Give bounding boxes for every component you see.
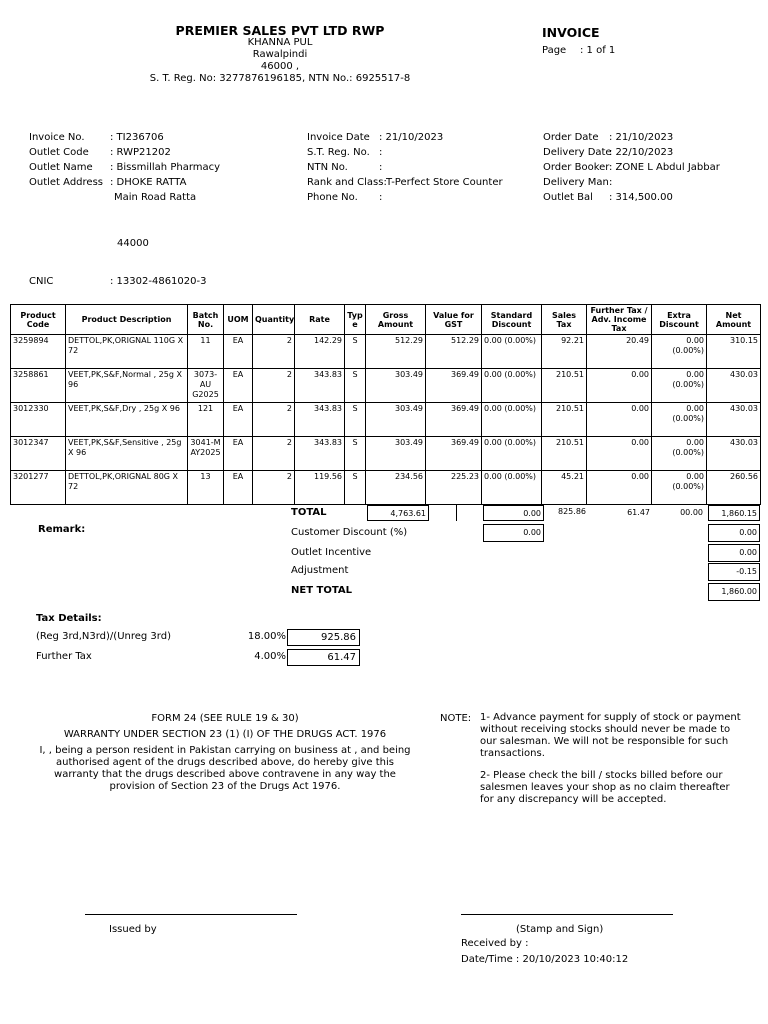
header-quantity: Quantity <box>253 305 295 335</box>
info-label: Delivery Man <box>543 177 609 188</box>
mid-info <box>307 130 503 205</box>
total-std-disc: 0.00 <box>483 505 544 521</box>
info-value: : 22/10/2023 <box>609 147 674 158</box>
cell-gross: 303.49 <box>366 369 426 403</box>
info-delivery-date <box>543 145 720 160</box>
issued-by-label: Issued by <box>109 924 157 935</box>
cell-gst-value: 369.49 <box>426 403 482 437</box>
form-line2: WARRANTY UNDER SECTION 23 (1) (I) OF THE DRUGS ACT. 1976 <box>63 729 387 740</box>
cell-type: S <box>345 437 366 471</box>
cell-extra-disc: 0.00 (0.00%) <box>652 471 707 505</box>
info-label: Outlet Name <box>29 162 93 173</box>
cell-std-disc: 0.00 (0.00%) <box>482 471 542 505</box>
cell-code: 3258861 <box>11 369 66 403</box>
customer-discount-label: Customer Discount (%) <box>291 527 408 538</box>
customer-discount-value: 0.00 <box>483 524 544 542</box>
total-label: TOTAL <box>291 507 327 518</box>
cell-sales-tax: 45.21 <box>542 471 587 505</box>
table-header-row <box>11 305 761 335</box>
cell-rate: 343.83 <box>295 369 345 403</box>
customer-discount-net: 0.00 <box>708 524 760 542</box>
issued-by-line <box>85 914 297 915</box>
total-sales-tax: 825.86 <box>558 507 586 516</box>
table-row <box>11 403 761 437</box>
info-value: : 21/10/2023 <box>609 132 674 143</box>
cell-further-tax: 0.00 <box>587 471 652 505</box>
cell-uom: EA <box>224 437 253 471</box>
info-value: : DHOKE RATTA <box>110 177 187 188</box>
cell-net: 310.15 <box>707 335 761 369</box>
form-line1: FORM 24 (SEE RULE 19 & 30) <box>151 713 299 724</box>
adjustment-value: -0.15 <box>708 563 760 581</box>
cell-gross: 234.56 <box>366 471 426 505</box>
cell-code: 3259894 <box>11 335 66 369</box>
cell-gst-value: 369.49 <box>426 437 482 471</box>
cell-further-tax: 0.00 <box>587 437 652 471</box>
header-rate: Rate <box>295 305 345 335</box>
header-net-amount: Net Amount <box>707 305 761 335</box>
net-total-value: 1,860.00 <box>708 583 760 601</box>
cell-net: 430.03 <box>707 403 761 437</box>
datetime-label: Date/Time : 20/10/2023 10:40:12 <box>461 954 629 965</box>
page-indicator <box>542 43 615 58</box>
cell-extra-disc: 0.00 (0.00%) <box>652 437 707 471</box>
cell-code: 3012330 <box>11 403 66 437</box>
cell-type: S <box>345 403 366 437</box>
cell-net: 430.03 <box>707 437 761 471</box>
header-type: Typ e <box>345 305 366 335</box>
cell-uom: EA <box>224 471 253 505</box>
table-row <box>11 335 761 369</box>
header-product-description: Product Description <box>66 305 188 335</box>
company-line2: Rawalpindi <box>252 49 308 60</box>
cell-qty: 2 <box>253 403 295 437</box>
cell-desc: VEET,PK,S&F,Sensitive , 25g X 96 <box>66 437 188 471</box>
info-label: Order Booker <box>543 162 610 173</box>
note-item-1: 1- Advance payment for supply of stock or payment without receiving stocks should never be made to our salesman. We will not be responsible for such transactions. <box>480 712 741 759</box>
cell-code: 3201277 <box>11 471 66 505</box>
received-by-line <box>461 914 673 915</box>
info-outlet-name <box>29 160 220 175</box>
note-item-2: 2- Please check the bill / stocks billed before our salesmen leaves your shop as no claim thereafter for any discrepancy will be accepted. <box>480 770 730 805</box>
info-value: : <box>379 162 383 173</box>
left-info <box>29 130 220 205</box>
adjustment-label: Adjustment <box>291 565 349 576</box>
info-value: : TI236706 <box>110 132 164 143</box>
cell-batch: 11 <box>188 335 224 369</box>
form-para: I, , being a person resident in Pakistan carrying on business at , and being authorised agent of the drugs described above, do hereby give this warranty that the drugs described above contravene in any way the provision of Section 23 of the Drugs Act 1976. <box>39 745 411 792</box>
info-label: Rank and Class: <box>307 177 387 188</box>
info-st-reg <box>307 145 503 160</box>
info-label: S.T. Reg. No. <box>307 147 370 158</box>
header-extra-discount: Extra Discount <box>652 305 707 335</box>
total-net: 1,860.15 <box>708 505 760 521</box>
cell-type: S <box>345 471 366 505</box>
right-info <box>543 130 720 205</box>
company-line3: 46000 , <box>260 61 300 72</box>
info-ntn <box>307 160 503 175</box>
info-value: : Bissmillah Pharmacy <box>110 162 221 173</box>
header-sales-tax: Sales Tax <box>542 305 587 335</box>
info-label: Invoice No. <box>29 132 85 143</box>
cell-desc: VEET,PK,S&F,Dry , 25g X 96 <box>66 403 188 437</box>
info-value: : <box>379 192 383 203</box>
header-value-for-gst: Value for GST <box>426 305 482 335</box>
cell-qty: 2 <box>253 335 295 369</box>
info-delivery-man <box>543 175 720 190</box>
cell-desc: VEET,PK,S&F,Normal , 25g X 96 <box>66 369 188 403</box>
cell-further-tax: 0.00 <box>587 403 652 437</box>
header-product-code: Product Code <box>11 305 66 335</box>
info-value: : 314,500.00 <box>609 192 673 203</box>
tax-row-amount: 61.47 <box>287 649 360 666</box>
total-gross: 4,763.61 <box>367 505 429 521</box>
cell-rate: 119.56 <box>295 471 345 505</box>
invoice-title: INVOICE <box>542 25 600 40</box>
cnic-label: CNIC <box>29 276 54 287</box>
company-header <box>130 25 430 85</box>
header-standard-discount: Standard Discount <box>482 305 542 335</box>
tax-details-title: Tax Details: <box>36 613 102 624</box>
cell-batch: 3041-M AY2025 <box>188 437 224 471</box>
cell-rate: 142.29 <box>295 335 345 369</box>
cell-batch: 13 <box>188 471 224 505</box>
company-line1: KHANNA PUL <box>247 37 313 48</box>
cell-qty: 2 <box>253 369 295 403</box>
cell-code: 3012347 <box>11 437 66 471</box>
cnic-value: : 13302-4861020-3 <box>110 276 207 287</box>
cell-qty: 2 <box>253 471 295 505</box>
cell-extra-disc: 0.00 (0.00%) <box>652 335 707 369</box>
header-uom: UOM <box>224 305 253 335</box>
cell-rate: 343.83 <box>295 403 345 437</box>
cell-gross: 303.49 <box>366 403 426 437</box>
tax-row-rate: 4.00% <box>254 651 286 662</box>
total-extra-disc: 00.00 <box>680 508 703 517</box>
cell-desc: DETTOL,PK,ORIGNAL 110G X 72 <box>66 335 188 369</box>
tax-row-label: (Reg 3rd,N3rd)/(Unreg 3rd) <box>36 631 171 642</box>
cell-sales-tax: 210.51 <box>542 369 587 403</box>
info-value: : <box>379 147 383 158</box>
cell-net: 260.56 <box>707 471 761 505</box>
items-table <box>10 304 761 505</box>
tax-row-rate: 18.00% <box>247 631 286 642</box>
note-label: NOTE: <box>440 713 472 724</box>
total-divider <box>456 505 457 521</box>
table-row <box>11 471 761 505</box>
net-total-label: NET TOTAL <box>291 585 352 596</box>
cell-uom: EA <box>224 403 253 437</box>
info-invoice-no <box>29 130 220 145</box>
cell-desc: DETTOL,PK,ORIGNAL 80G X 72 <box>66 471 188 505</box>
info-outlet-bal <box>543 190 720 205</box>
cell-batch: 3073-AU G2025 <box>188 369 224 403</box>
address-line2-text: Main Road Ratta <box>114 192 197 203</box>
cell-further-tax: 20.49 <box>587 335 652 369</box>
info-value: : <box>609 177 613 188</box>
info-label: Phone No. <box>307 192 358 203</box>
info-label: Delivery Date <box>543 147 612 158</box>
cell-gst-value: 369.49 <box>426 369 482 403</box>
cell-uom: EA <box>224 369 253 403</box>
info-label: Outlet Bal <box>543 192 593 203</box>
postal-code: 44000 <box>117 238 149 249</box>
cell-gst-value: 512.29 <box>426 335 482 369</box>
info-outlet-address <box>29 175 220 190</box>
total-further-tax: 61.47 <box>627 508 650 517</box>
table-row <box>11 437 761 471</box>
info-outlet-code <box>29 145 220 160</box>
stamp-sign-label: (Stamp and Sign) <box>516 924 604 935</box>
header-batch-no: Batch No. <box>188 305 224 335</box>
cell-net: 430.03 <box>707 369 761 403</box>
cell-sales-tax: 92.21 <box>542 335 587 369</box>
cell-uom: EA <box>224 335 253 369</box>
cell-gross: 512.29 <box>366 335 426 369</box>
page-value: : 1 of 1 <box>580 45 616 56</box>
info-value: T-Perfect Store Counter <box>386 177 503 188</box>
cell-qty: 2 <box>253 437 295 471</box>
cnic-row <box>29 274 206 289</box>
info-label: Outlet Address <box>29 177 103 188</box>
cell-sales-tax: 210.51 <box>542 437 587 471</box>
tax-row-label: Further Tax <box>36 651 92 662</box>
info-label: Order Date <box>543 132 599 143</box>
cell-std-disc: 0.00 (0.00%) <box>482 437 542 471</box>
tax-row-amount: 925.86 <box>287 629 360 646</box>
remark-label: Remark: <box>38 524 86 535</box>
page-label: Page <box>542 45 567 56</box>
info-value: : 21/10/2023 <box>379 132 444 143</box>
cell-std-disc: 0.00 (0.00%) <box>482 335 542 369</box>
info-label: Invoice Date <box>307 132 370 143</box>
info-value: : RWP21202 <box>110 147 171 158</box>
cell-extra-disc: 0.00 (0.00%) <box>652 369 707 403</box>
cell-batch: 121 <box>188 403 224 437</box>
warranty-block <box>30 713 420 793</box>
cell-sales-tax: 210.51 <box>542 403 587 437</box>
cell-gross: 303.49 <box>366 437 426 471</box>
info-rank-class <box>307 175 503 190</box>
company-reg: S. T. Reg. No: 3277876196185, NTN No.: 6925517-8 <box>149 73 411 84</box>
outlet-incentive-label: Outlet Incentive <box>291 547 372 558</box>
cell-extra-disc: 0.00 (0.00%) <box>652 403 707 437</box>
cell-std-disc: 0.00 (0.00%) <box>482 403 542 437</box>
received-by-label: Received by : <box>461 938 529 949</box>
cell-type: S <box>345 335 366 369</box>
cell-rate: 343.83 <box>295 437 345 471</box>
info-value: : ZONE L Abdul Jabbar <box>609 162 720 173</box>
cell-further-tax: 0.00 <box>587 369 652 403</box>
header-gross-amount: Gross Amount <box>366 305 426 335</box>
info-phone <box>307 190 503 205</box>
cell-gst-value: 225.23 <box>426 471 482 505</box>
cell-type: S <box>345 369 366 403</box>
info-order-booker <box>543 160 720 175</box>
info-label: NTN No. <box>307 162 348 173</box>
address-line2 <box>29 190 220 205</box>
header-further-tax: Further Tax / Adv. Income Tax <box>587 305 652 335</box>
company-name: PREMIER SALES PVT LTD RWP <box>175 23 385 38</box>
outlet-incentive-value: 0.00 <box>708 544 760 562</box>
cell-std-disc: 0.00 (0.00%) <box>482 369 542 403</box>
info-order-date <box>543 130 720 145</box>
info-invoice-date <box>307 130 503 145</box>
info-label: Outlet Code <box>29 147 89 158</box>
table-row <box>11 369 761 403</box>
